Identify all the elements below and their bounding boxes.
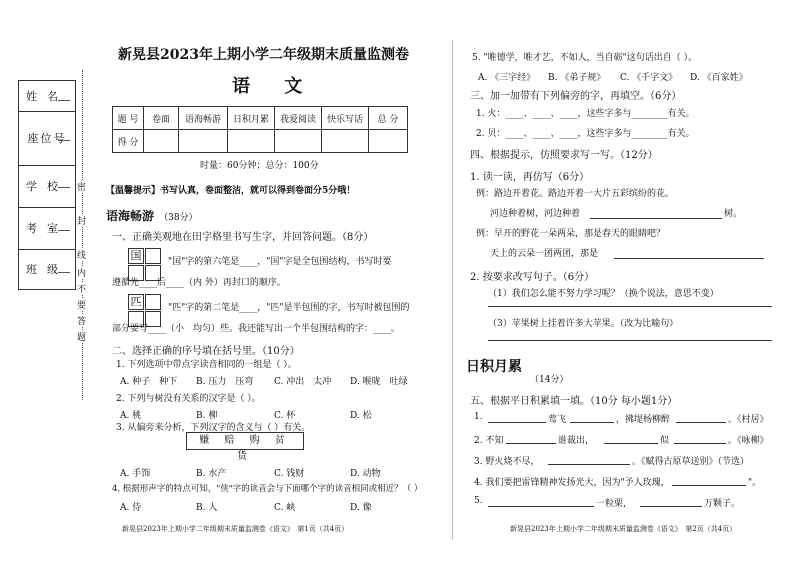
score-header: 卷面 <box>144 107 179 130</box>
score-header: 总 分 <box>369 107 408 130</box>
info-class: 班级 <box>26 263 68 276</box>
q4-example1-end: 树。 <box>724 209 743 219</box>
grid-box[interactable] <box>145 294 161 310</box>
blank[interactable] <box>640 506 702 507</box>
footer-right: 新晃县2023年上期小学二年级期末质量监测卷《语文》 第2页（共4页） <box>510 525 737 533</box>
q2-s4-opt-a[interactable]: A. 侍 <box>120 503 142 513</box>
section2-score: （14分） <box>530 375 569 385</box>
section1-title: 语海畅游 <box>106 209 155 223</box>
name-line[interactable] <box>58 100 70 101</box>
q4-s2-2: （3）苹果树上挂着许多大苹果。（改为比喻句） <box>488 319 679 329</box>
q3-head: 三、加一加带有下列偏旁的字，再填空。（6分） <box>470 91 682 102</box>
q5b-head: 五、根据平日积累填一填。（10分 每小题1分） <box>470 396 678 407</box>
q5b-l1a: 1. <box>474 412 483 422</box>
blank[interactable] <box>674 443 726 444</box>
q1-line2: 遵循先____后____（内 外）再封口的顺序。 <box>112 278 286 288</box>
q5-opt-d[interactable]: D. 《百家姓》 <box>690 73 748 83</box>
q5b-l4d: "。 <box>748 478 762 488</box>
q2-s3-opt-c[interactable]: C. 钱财 <box>274 469 305 479</box>
q2-s2-opt-b[interactable]: B. 柳 <box>196 411 218 421</box>
seal-word: 封 <box>77 214 86 227</box>
score-header: 我爱阅读 <box>275 107 322 130</box>
seat-line[interactable] <box>58 140 70 141</box>
room-line[interactable] <box>58 230 70 231</box>
q5-text: 5. "唯德学，唯才艺，不如人，当自砺"这句话出自（ ）。 <box>472 53 698 63</box>
q2-head: 二、选择正确的序号填在括号里。（10分） <box>112 346 300 357</box>
q5-opt-a[interactable]: A. 《三字经》 <box>478 73 536 83</box>
blank[interactable] <box>604 443 658 444</box>
q5b-l5d: 万颗子。 <box>704 499 741 509</box>
q2-s3-words: 赚 赔 购 贫 货 <box>186 432 304 450</box>
seal-word: 要 <box>77 298 86 311</box>
score-row-label: 得 分 <box>113 130 144 153</box>
q4-example1-fill: 河边种着树，河边种着 <box>490 209 581 219</box>
q2-s1-opt-c[interactable]: C. 冲出 太冲 <box>274 377 332 387</box>
q5b-l2b: 谁裁出， <box>558 436 595 446</box>
q2-s2-opt-a[interactable]: A. 桃 <box>120 411 142 421</box>
student-info-box <box>18 80 76 290</box>
q2-s1: 1. 下列选项中带点字读音相同的一组是（ ）。 <box>116 360 297 370</box>
score-cell[interactable] <box>144 130 179 153</box>
q5-opt-c[interactable]: C. 《千字文》 <box>620 73 678 83</box>
section1-score: （38分） <box>159 213 198 223</box>
section1-header <box>106 205 198 224</box>
blank[interactable] <box>676 422 726 423</box>
score-cell[interactable] <box>322 130 369 153</box>
q2-s4-opt-c[interactable]: C. 峡 <box>274 503 296 513</box>
q2-s1-opt-d[interactable]: D. 喉咙 吐绿 <box>350 377 408 387</box>
blank[interactable] <box>672 485 746 486</box>
seal-word: 答 <box>77 314 86 327</box>
exam-title: 新晃县2023年上期小学二年级期末质量监测卷 <box>118 47 409 63</box>
q1-head: 一、正确美观地在田字格里书写生字，并回答问题。（8分） <box>112 232 374 243</box>
score-cell[interactable] <box>179 130 228 153</box>
q4-example2: 例：早开的野花一朵两朵，那是春天的眼睛吧？ <box>476 229 666 239</box>
school-line[interactable] <box>58 187 70 188</box>
q4-s2-1: （1）我们怎么能不努力学习呢？（换个说法，意思不变） <box>488 289 719 299</box>
q2-s3: 3. 从偏旁来分析，下列汉字的含义与（ ）有关。 <box>116 423 311 433</box>
seal-word: 题 <box>77 330 86 343</box>
q5b-l2c: 似 <box>660 436 670 446</box>
q2-s3-opt-a[interactable]: A. 手饰 <box>120 469 151 479</box>
blank[interactable] <box>506 443 556 444</box>
q2-s4: 4. 根据形声字的特点可知，"侠"字的读音会与下面哪个字的读音相同或相近？（ ） <box>112 484 423 494</box>
q5-opt-b[interactable]: B. 《弟子规》 <box>548 73 606 83</box>
q4-ex2-answer-line[interactable] <box>614 258 764 259</box>
info-room: 考室 <box>19 207 75 250</box>
q5b-l1b: 莺飞 <box>548 415 567 425</box>
section2-header <box>466 356 522 376</box>
seal-word: 线 <box>77 248 86 261</box>
q4-head: 四、根据提示，仿照要求写一写。（12分） <box>470 150 658 161</box>
q3-line1: 1. 火：____、____、____，这些字多与________有关。 <box>476 109 695 119</box>
q2-s2: 2. 下列与树没有关系的汉字是（ ）。 <box>116 394 261 404</box>
blank[interactable] <box>548 464 630 465</box>
footer-left: 新晃县2023年上期小学二年级期末质量监测卷《语文》 第1页（共4页） <box>122 525 349 533</box>
score-header: 日积月累 <box>228 107 275 130</box>
q5b-l5a: 5. <box>474 496 483 506</box>
seal-word: 不 <box>77 282 86 295</box>
class-line[interactable] <box>58 272 70 273</box>
grid-char-guo: 国 <box>128 248 144 264</box>
blank[interactable] <box>488 506 594 507</box>
q2-s2-opt-d[interactable]: D. 松 <box>350 411 372 421</box>
q5b-l1d: 。《村居》 <box>728 415 769 425</box>
seal-line <box>82 70 83 400</box>
q5b-l3d: 。《赋得古原草送别》（节选） <box>632 457 750 467</box>
page-divider <box>452 40 453 540</box>
seal-word: 密 <box>77 180 86 193</box>
q1-line1: "国"字的第六笔是____，"国"字是全包围结构，书写时要 <box>168 257 392 267</box>
q2-s1-opt-b[interactable]: B. 压力 压弯 <box>196 377 254 387</box>
grid-char-pi: 匹 <box>128 294 144 310</box>
exam-meta: 时量：60分钟；总分：100分 <box>200 161 319 171</box>
q3-line2: 2. 贝：____、____、____，这些字多与________有关。 <box>476 129 695 139</box>
q4-s2-1-answer-line[interactable] <box>488 306 772 307</box>
tip: 【温馨提示】书写认真，卷面整洁，就可以得到卷面分5分哦！ <box>106 186 356 196</box>
score-header: 题 号 <box>113 107 144 130</box>
q1-line3: "匹"字的第二笔是____，"匹"是半包围的字，书写时被包围的 <box>168 303 410 313</box>
q2-s1-opt-a[interactable]: A. 种子 种下 <box>120 377 178 387</box>
score-table <box>112 106 408 153</box>
q2-s3-opt-d[interactable]: D. 动物 <box>350 469 381 479</box>
q4-s1-head: 1. 读一读，再仿写（6分） <box>470 172 590 183</box>
subject-title: 语 文 <box>232 76 317 97</box>
score-header: 快乐写话 <box>322 107 369 130</box>
q5b-l5b: 一粒栗， <box>596 499 633 509</box>
score-header: 语海畅游 <box>179 107 228 130</box>
info-school: 学校 <box>19 165 75 208</box>
q2-s3-opt-b[interactable]: B. 水产 <box>196 469 227 479</box>
q1-line4: 部分要写____（小 均匀）些。我还能写出一个半包围结构的字：____。 <box>112 324 401 334</box>
score-cell[interactable] <box>275 130 322 153</box>
q4-s2-head: 2. 按要求改写句子。（6分） <box>470 272 595 283</box>
info-seat: 座位号 <box>19 111 75 166</box>
score-cell[interactable] <box>228 130 275 153</box>
info-name: 姓名 <box>19 81 75 112</box>
q5b-l4: 4. 我们要把雷锋精神发扬光大，因为"予人玫瑰， <box>474 478 670 488</box>
q2-s2-opt-c[interactable]: C. 杯 <box>274 411 296 421</box>
q4-example2-fill: 天上的云朵一团两团，那是 <box>490 249 599 259</box>
seal-word: 内 <box>77 266 86 279</box>
q5b-l2d: 。《咏柳》 <box>728 436 769 446</box>
score-cell[interactable] <box>369 130 408 153</box>
q4-s2-2-answer-line[interactable] <box>488 340 772 341</box>
q5b-l1c: ，拂堤杨柳醉 <box>616 415 671 425</box>
blank[interactable] <box>488 422 546 423</box>
q4-example1: 例：路边开着花。路边开着一大片五彩缤纷的花。 <box>476 189 675 199</box>
blank[interactable] <box>570 422 614 423</box>
q4-ex1-answer-line[interactable] <box>590 218 722 219</box>
q2-s4-opt-d[interactable]: D. 像 <box>350 503 372 513</box>
q2-s4-opt-b[interactable]: B. 人 <box>196 503 218 513</box>
section2-title: 日积月累 <box>466 359 522 375</box>
q5b-l2a: 2. 不知 <box>474 436 504 446</box>
grid-box[interactable] <box>145 248 161 264</box>
q5b-l3a: 3. 野火烧不尽， <box>474 457 540 467</box>
